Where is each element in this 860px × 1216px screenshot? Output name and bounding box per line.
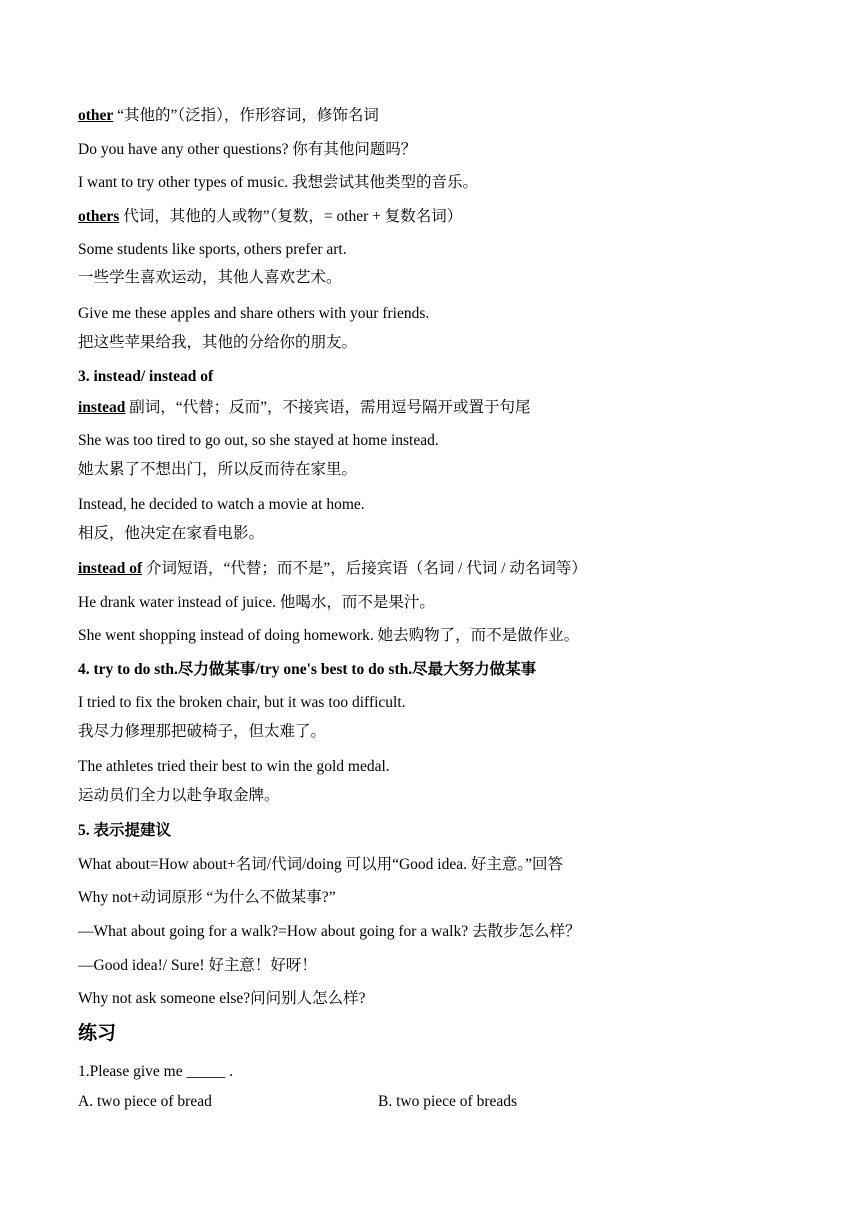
instead-desc: 副词，“代替；反而”，不接宾语，需用逗号隔开或置于句尾 (125, 399, 531, 416)
term-other: other (78, 107, 114, 124)
term-instead-of: instead of (78, 560, 143, 577)
question-1: 1.Please give me _____ . (78, 1063, 233, 1080)
example-line: She was too tired to go out, so she stayed at home instead. (78, 432, 439, 449)
section-heading-4: 4. try to do sth.尽力做某事/try one's best to do sth.尽最大努力做某事 (78, 661, 537, 678)
example-line: I want to try other types of music. 我想尝试其他类型的音乐。 (78, 174, 478, 191)
example-translation: 运动员们全力以赴争取金牌。 (78, 787, 280, 804)
example-line: She went shopping instead of doing homework. 她去购物了，而不是做作业。 (78, 627, 580, 644)
other-definition (78, 106, 379, 126)
example-translation: 一些学生喜欢运动，其他人喜欢艺术。 (78, 269, 342, 286)
suggestion-line: Why not ask someone else?问问别人怎么样? (78, 990, 366, 1007)
example-line: The athletes tried their best to win the gold medal. (78, 758, 390, 775)
example-line: I tried to fix the broken chair, but it was too difficult. (78, 694, 406, 711)
example-translation: 相反，他决定在家看电影。 (78, 525, 265, 542)
example-line: Instead, he decided to watch a movie at home. (78, 496, 365, 513)
others-definition (78, 207, 462, 227)
section-heading-5: 5. 表示提建议 (78, 822, 172, 839)
option-a: A. two piece of bread (78, 1093, 212, 1110)
practice-heading: 练习 (78, 1023, 117, 1044)
others-desc: 代词，其他的人或物”（复数，= other + 复数名词） (119, 208, 463, 225)
term-others: others (78, 208, 120, 225)
example-translation: 我尽力修理那把破椅子，但太难了。 (78, 723, 327, 740)
suggestion-line: What about=How about+名词/代词/doing 可以用“Good idea. 好主意。”回答 (78, 856, 563, 873)
example-line: Give me these apples and share others with your friends. (78, 305, 430, 322)
other-desc: “其他的”（泛指），作形容词，修饰名词 (113, 107, 379, 124)
example-line: Do you have any other questions? 你有其他问题吗？ (78, 141, 417, 158)
example-line: Some students like sports, others prefer art. (78, 241, 347, 258)
example-translation: 她太累了不想出门，所以反而待在家里。 (78, 461, 358, 478)
instead-of-desc: 介词短语，“代替；而不是”，后接宾语（名词 / 代词 / 动名词等） (142, 560, 587, 577)
option-b: B. two piece of breads (378, 1093, 518, 1110)
term-instead: instead (78, 399, 126, 416)
example-translation: 把这些苹果给我，其他的分给你的朋友。 (78, 334, 358, 351)
section-heading-3: 3. instead/ instead of (78, 368, 214, 385)
suggestion-line: —What about going for a walk?=How about going for a walk? 去散步怎么样？ (78, 923, 581, 940)
instead-definition (78, 398, 531, 418)
suggestion-line: —Good idea!/ Sure! 好主意！好呀！ (78, 957, 317, 974)
instead-of-definition (78, 559, 587, 579)
example-line: He drank water instead of juice. 他喝水，而不是果汁。 (78, 594, 435, 611)
suggestion-line: Why not+动词原形 “为什么不做某事?” (78, 889, 336, 906)
